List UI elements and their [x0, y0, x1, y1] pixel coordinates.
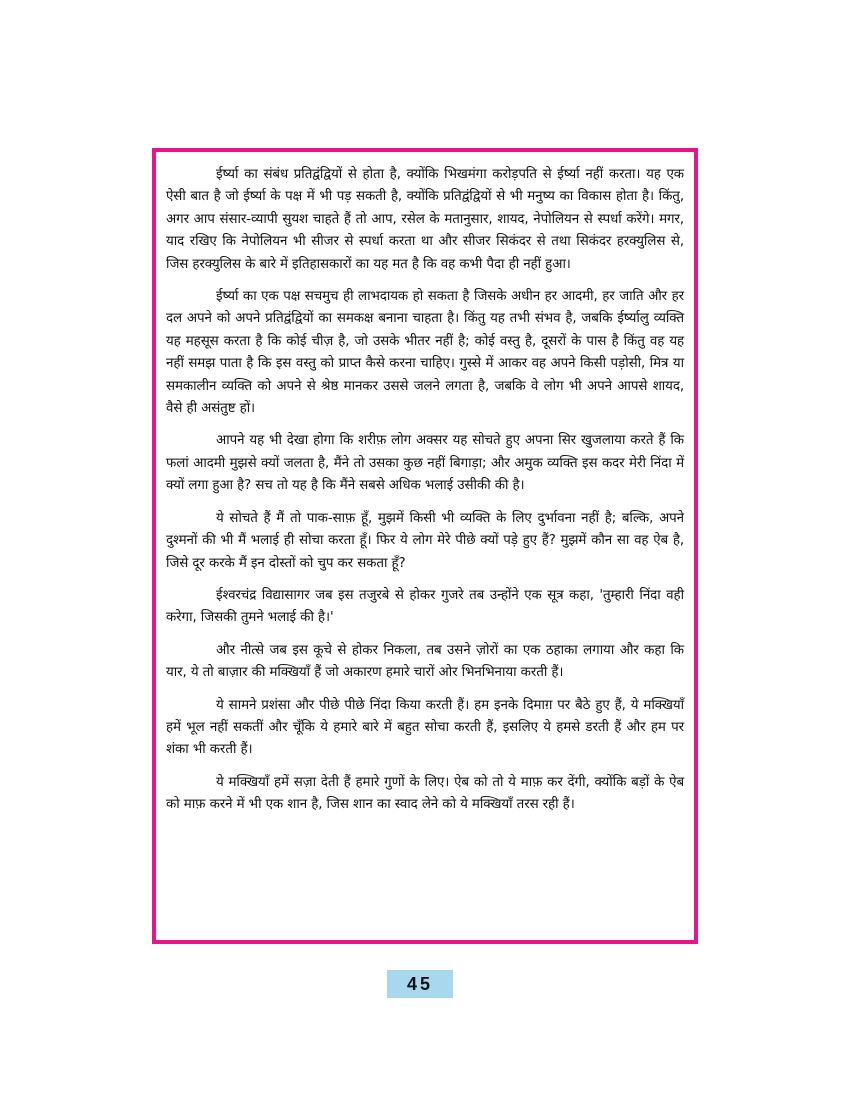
paragraph-4: ये सोचते हैं मैं तो पाक-साफ़ हूँ, मुझमें किसी भी व्यक्ति के लिए दुर्भावना नहीं है; बल्कि, अपने दुश्मनों की भी मैं भलाई ही सोचा करता हूँ। फिर ये लोग मेरे पीछे क्यों पड़े हुए हैं? मुझमें कौन सा वह ऐब है, जिसे दूर करके मैं इन दोस्तों को चुप कर सकता हूँ?	[166, 510, 684, 571]
page-number: 45	[387, 970, 453, 998]
paragraph-5: ईश्वरचंद्र विद्यासागर जब इस तजुरबे से होकर गुजरे तब उन्होंने एक सूत्र कहा, 'तुम्हारी निंदा वही करेगा, जिसकी तुमने भलाई की है।'	[166, 587, 684, 626]
paragraph-2: ईर्ष्या का एक पक्ष सचमुच ही लाभदायक हो सकता है जिसके अधीन हर आदमी, हर जाति और हर दल अपने को अपने प्रतिद्वंद्वियों का समकक्ष बनाना चाहता है। किंतु यह तभी संभव है, जबकि ईर्ष्यालु व्यक्ति यह महसूस करता है कि कोई चीज़ है, जो उसके भीतर नहीं है; कोई वस्तु है, दूसरों के पास है किंतु वह यह नहीं समझ पाता है कि इस वस्तु को प्राप्त कैसे करना चाहिए। गुस्से में आकर वह अपने किसी पड़ोसी, मित्र या समकालीन व्यक्ति को अपने से श्रेष्ठ मानकर उससे जलने लगता है, जबकि वे लोग भी अपने आपसे शायद, वैसे ही असंतुष्ट हों।	[166, 289, 684, 417]
paragraph-7: ये सामने प्रशंसा और पीछे पीछे निंदा किया करती हैं। हम इनके दिमाग़ पर बैठे हुए हैं, ये मक्खियाँ हमें भूल नहीं सकतीं और चूँकि ये हमारे बारे में बहुत सोचा करती हैं, इसलिए ये हमसे डरती हैं और हम पर शंका भी करती हैं।	[166, 697, 684, 758]
paragraph-8: ये मक्खियाँ हमें सज़ा देती हैं हमारे गुणों के लिए। ऐब को तो ये माफ़ कर देंगी, क्योंकि बड़ों के ऐब को माफ़ करने में भी एक शान है, जिस शान का स्वाद लेने को ये मक्खियाँ तरस रही हैं।	[166, 774, 684, 813]
text-frame	[152, 148, 698, 944]
paragraph-3: आपने यह भी देखा होगा कि शरीफ़ लोग अक्सर यह सोचते हुए अपना सिर खुजलाया करते हैं कि फलां आदमी मुझसे क्यों जलता है, मैंने तो उसका कुछ नहीं बिगाड़ा; और अमुक व्यक्ति इस कदर मेरी निंदा में क्यों लगा हुआ है? सच तो यह है कि मैंने सबसे अधिक भलाई उसीकी की है।	[166, 433, 684, 494]
paragraph-6: और नीत्से जब इस कूचे से होकर निकला, तब उसने ज़ोरों का एक ठहाका लगाया और कहा कि यार, ये तो बाज़ार की मक्खियाँ हैं जो अकारण हमारे चारों ओर भिनभिनाया करती हैं।	[166, 642, 684, 681]
paragraph-1: ईर्ष्या का संबंध प्रतिद्वंद्वियों से होता है, क्योंकि भिखमंगा करोड़पति से ईर्ष्या नहीं करता। यह एक ऐसी बात है जो ईर्ष्या के पक्ष में भी पड़ सकती है, क्योंकि प्रतिद्वंद्वियों से भी मनुष्य का विकास होता है। किंतु, अगर आप संसार-व्यापी सुयश चाहते हैं तो आप, रसेल के मतानुसार, शायद, नेपोलियन से स्पर्धा करेंगे। मगर, याद रखिए कि नेपोलियन भी सीजर से स्पर्धा करता था और सीजर सिकंदर से तथा सिकंदर हरक्युलिस से, जिस हरक्युलिस के बारे में इतिहासकारों का यह मत है कि वह कभी पैदा ही नहीं हुआ।	[166, 167, 684, 272]
